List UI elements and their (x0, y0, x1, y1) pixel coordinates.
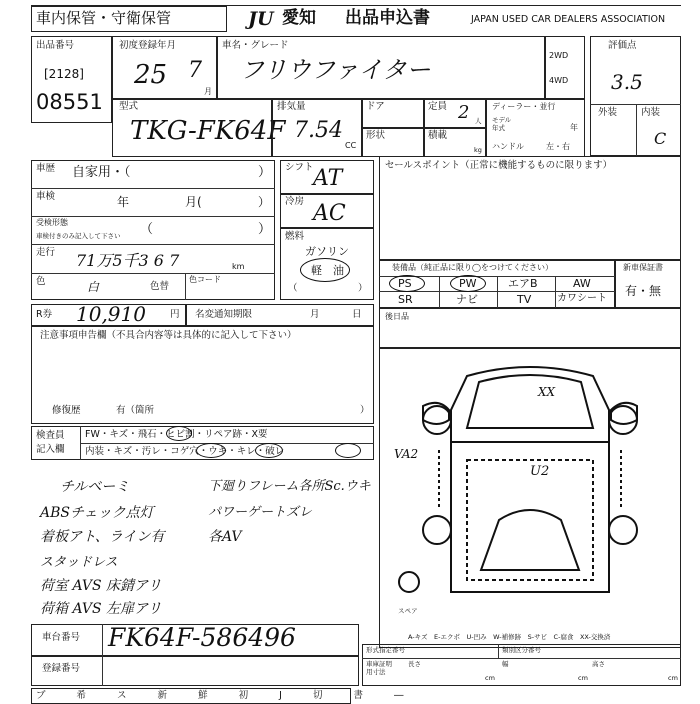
registration-label: 初度登録年月 (119, 40, 177, 51)
fuel-gasoline: ガソリン (305, 245, 349, 258)
equip-pw: PW (459, 277, 477, 290)
equip-ps: PS (398, 277, 412, 290)
inspection-year-unit: 年 (117, 195, 130, 209)
inspector-mid (80, 443, 374, 444)
cargo-unit: kg (474, 146, 482, 154)
shift-value: AT (313, 166, 343, 191)
aircon-value: AC (313, 201, 346, 226)
fuel-label: 燃料 (285, 231, 305, 242)
r-ticket-value: 10,910 (76, 302, 146, 326)
grade-score: 3.5 (611, 70, 643, 94)
recycle-label: 新車保証書 (623, 263, 663, 272)
capacity-unit: 人 (475, 117, 482, 125)
repair-value: 有（箇所 (116, 405, 155, 416)
fuel-close: ） (358, 283, 368, 294)
interior-value: C (654, 129, 667, 148)
capacity-value: 2 (458, 102, 470, 123)
interior-label: 内装 (641, 107, 661, 118)
vehicle-name-label: 車名・グレード (222, 40, 289, 51)
equip-airbag: エアB (508, 277, 538, 290)
front-left-wheel (423, 406, 451, 434)
org-name: 愛知 (282, 8, 316, 28)
equip-sr: SR (398, 293, 413, 306)
lot-bracket-number: [2128] (44, 67, 84, 81)
bt-height: 高さ (592, 660, 605, 668)
bt-class-no: 類別区分番号 (502, 646, 541, 654)
storage-note: 車内保管・守衛保管 (36, 9, 172, 27)
acceptance-close: ） (258, 222, 272, 237)
registration-month-unit: 月 (204, 87, 212, 96)
drive-box (545, 36, 585, 99)
remark-2: ABSチェック点灯 (40, 505, 154, 521)
repair-label: 修復歴 (52, 405, 81, 416)
drive-4wd: 4WD (549, 76, 569, 85)
remark-6: 荷箱 AVS 左扉アリ (40, 601, 162, 617)
equip-navi: ナビ (456, 293, 478, 306)
bt-mid (362, 658, 681, 659)
name-notice-label: 名変通知期限 (195, 309, 253, 320)
hist-row-2 (31, 216, 275, 217)
inspector-row-1: FW・キズ・飛石・ヒビ割・リペア跡・X要 (85, 429, 268, 440)
inspector-circle-3 (255, 443, 283, 458)
bt-model-no: 形式指定番号 (366, 646, 405, 654)
displacement-value: 7.54 (294, 118, 343, 143)
remark-right-3: 各AV (208, 529, 242, 545)
inspection-close: ） (258, 195, 271, 209)
bt-cert-text: 車庫証明 用寸法 (366, 660, 392, 676)
dealer-model-year (492, 117, 511, 133)
bt-cert (366, 661, 392, 677)
inspector-circle-2 (196, 443, 226, 458)
hist-row-3 (31, 244, 275, 245)
inspector-row-2: 内装・キズ・汚レ・コゲ穴・ウキ・キレ・破レ (85, 446, 285, 457)
inspection-month-unit: 月( (185, 195, 202, 209)
shift-label: シフト (285, 162, 314, 173)
remark-3: 着板アト、ライン有 (40, 529, 165, 545)
color-value: 白 (87, 280, 100, 294)
capacity-label: 定員 (428, 101, 448, 112)
grade-col-divider (636, 104, 637, 156)
remark-4: スタッドレス (40, 555, 118, 570)
registration-year: 25 (134, 60, 168, 90)
mileage-unit: km (232, 262, 245, 271)
shape-label: 形状 (366, 130, 386, 141)
bt-width: 幅 (502, 660, 509, 668)
remark-1: チルベーミ (60, 479, 130, 495)
lot-label: 出品番号 (36, 40, 75, 51)
front-right-wheel (609, 406, 637, 434)
displacement-unit: CC (345, 141, 357, 150)
reg-number-box (31, 656, 359, 686)
chassis-divider (102, 624, 103, 656)
model-value: TKG-FK64F (130, 116, 286, 146)
recycle-options: 有・無 (625, 284, 662, 298)
acceptance-open: （ (140, 222, 154, 237)
color-divider (185, 273, 186, 300)
chassis-label: 車台番号 (42, 632, 81, 643)
reg-number-label: 登録番号 (42, 663, 81, 674)
dealer-year-unit: 年 (570, 123, 578, 132)
inspection-label: 車検 (36, 191, 56, 202)
inspector-label-2: 記入欄 (36, 444, 65, 455)
remark-right-2: パワーゲートズレ (208, 505, 312, 520)
attached-label: 後日品 (385, 312, 409, 321)
fuel-light-oil: 軽 油 (311, 264, 344, 277)
equip-seat: カワシート (557, 293, 607, 304)
door-label: ドア (366, 101, 385, 112)
remark-5: 荷室 AVS 床錆アリ (40, 578, 162, 594)
equipment-label: 装備品（純正品に限り◯をつけてください） (392, 263, 553, 272)
color-change-label: 色替 (150, 281, 170, 292)
displacement-label: 排気量 (277, 101, 306, 112)
vehicle-name-value: フリウファイター (240, 56, 431, 84)
diagram-legend: A-キズ E-エクボ U-凹み W-補修跡 S-サビ C-腐食 XX-交換済 (408, 633, 611, 641)
cab-window (467, 375, 593, 428)
dealer-handle-label: ハンドル (492, 142, 524, 151)
car-diagram (379, 350, 681, 620)
equip-pw-circle (450, 275, 486, 292)
mileage-label: 走行 (36, 247, 56, 258)
dealer-label: ディーラー・並行 (492, 102, 556, 111)
bt-length: 長さ (408, 660, 421, 668)
chassis-value: FK64F-586496 (108, 623, 296, 652)
tailgate (481, 510, 579, 570)
bt-unit-1: cm (485, 674, 495, 682)
remark-right-1: 下廻りフレーム各所Sc.ウキ (208, 479, 371, 494)
equip-ps-circle (389, 275, 425, 292)
mark-center: U2 (530, 464, 550, 479)
association-name: JAPAN USED CAR DEALERS ASSOCIATION (471, 14, 666, 25)
equip-aw: AW (573, 277, 591, 290)
dealer-handle-options: 左・右 (546, 142, 570, 151)
drive-2wd: 2WD (549, 51, 569, 60)
lot-number: 08551 (36, 90, 103, 114)
form-title: 出品申込書 (345, 8, 430, 28)
aircon-label: 冷房 (285, 196, 305, 207)
history-label: 車歴 (36, 163, 56, 174)
repair-close: ） (360, 405, 370, 416)
name-notice-day: 日 (352, 309, 362, 320)
equip-col-1 (439, 276, 440, 308)
inspector-label-1: 検査員 (36, 430, 65, 441)
fuel-light-oil-circle (300, 258, 350, 282)
cab-outline (451, 367, 609, 442)
reg-divider (102, 656, 103, 686)
inspector-circle-1 (166, 426, 192, 441)
mileage-value: 71万5千3 6 7 (76, 251, 180, 270)
sales-points-label: セールスポイント（正常に機能するものに限ります） (385, 160, 613, 171)
color-label: 色 (36, 276, 46, 287)
history-value: 自家用・（ (72, 165, 131, 180)
hist-row-4 (31, 273, 275, 274)
sales-points-box (379, 156, 681, 260)
equip-col-2 (497, 276, 498, 308)
rear-left-wheel (423, 516, 451, 544)
r-ticket-unit: 円 (170, 309, 180, 320)
equip-tv: TV (517, 293, 532, 306)
bt-unit-3: cm (668, 674, 678, 682)
inspector-circle-4 (335, 443, 361, 458)
dealer-model-year-text: モデル 年式 (492, 116, 512, 132)
mark-left: VA2 (394, 447, 419, 461)
inspector-col (80, 426, 81, 460)
rear-right-wheel (609, 516, 637, 544)
grade-label: 評価点 (608, 40, 637, 51)
hist-row-1 (31, 188, 275, 189)
r-ticket-label: R券 (36, 309, 53, 320)
acceptance-note: 車検付きのみ記入して下さい (36, 232, 121, 240)
color-code-label: 色コード (189, 275, 221, 284)
spare-wheel (399, 572, 419, 592)
mark-front: XX (538, 385, 556, 399)
model-label: 型式 (119, 101, 139, 112)
footer-row: ブ 希 ス 新 鮮 初 J 切 書 ― (36, 690, 418, 701)
notes-label: 注意事項申告欄（不具合内容等は具体的に記入して下さい） (40, 330, 297, 341)
storage-note-box (31, 6, 227, 32)
attached-box (379, 308, 681, 348)
logo-mark: JU (248, 8, 274, 30)
bt-col (498, 644, 499, 658)
fuel-open: （ (288, 283, 298, 294)
name-notice-month: 月 (310, 309, 320, 320)
acceptance-label: 受検形態 (36, 218, 68, 227)
history-close: ） (258, 165, 272, 180)
bt-unit-2: cm (578, 674, 588, 682)
equip-col-3 (555, 276, 556, 308)
exterior-label: 外装 (598, 107, 618, 118)
cargo-label: 積載 (428, 130, 448, 141)
registration-month: 7 (188, 58, 202, 83)
spare-label: スペア (398, 607, 418, 615)
